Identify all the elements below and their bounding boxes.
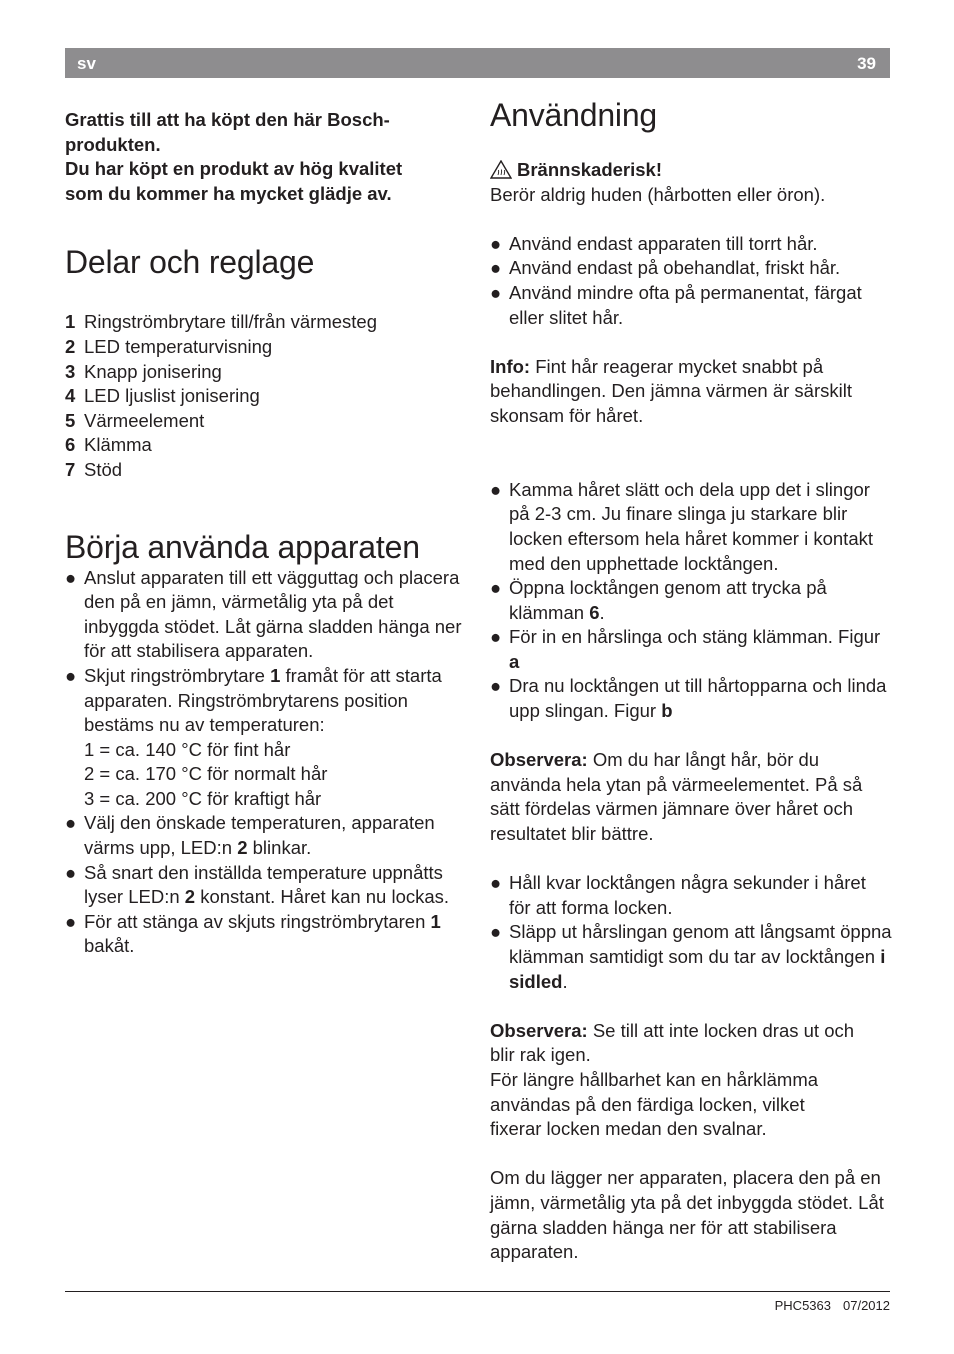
part-label: Ringströmbrytare till/från värmesteg [84, 311, 378, 333]
bullet-icon: ● [65, 812, 77, 834]
part-number: 6 [65, 434, 76, 456]
temp-setting-2: 2 = ca. 170 °C för normalt hår [84, 763, 328, 785]
part-item [65, 433, 470, 458]
part-number: 3 [65, 360, 76, 382]
part-item [65, 310, 470, 335]
part-number: 2 [65, 335, 76, 357]
bullet-icon: ● [490, 626, 502, 648]
part-label: Värmeelement [84, 409, 205, 431]
observe-paragraph-1: Observera: Om du har långt hår, bör du använda hela ytan på värmeelementet. På så sätt fördelas värmen jämnare över håret och resultatet blir bättre. [490, 749, 863, 845]
warning-title: Brännskaderisk! [517, 159, 662, 180]
finishing-steps-list [490, 871, 890, 994]
bullet-icon: ● [490, 921, 502, 943]
bullet-icon: ● [490, 675, 502, 697]
bullet-icon: ● [65, 566, 77, 588]
start-steps-list [65, 566, 470, 960]
page-number: 39 [857, 54, 876, 73]
heading-delar: Delar och reglage [65, 244, 315, 281]
part-label: LED temperaturvisning [84, 335, 273, 357]
model-number: PHC5363 [774, 1298, 831, 1313]
footer-divider [65, 1291, 890, 1292]
list-item: ● Håll kvar locktången några sekunder i håret för att forma locken. [490, 872, 866, 918]
header-bar [65, 48, 890, 78]
bullet-icon: ● [65, 910, 77, 932]
list-item: ● Dra nu locktången ut till hårtopparna och linda upp slingan. Figur b [490, 675, 887, 722]
list-item: ● Välj den önskade temperaturen, apparaten värms upp, LED:n 2 blinkar. [65, 812, 435, 859]
part-number: 7 [65, 458, 76, 480]
bullet-icon: ● [490, 577, 502, 599]
part-item [65, 335, 470, 360]
list-item: ● Släpp ut hårslingan genom att långsamt öppna klämman samtidigt som du tar av locktången i sidled. [490, 921, 892, 992]
right-column [490, 96, 890, 1265]
part-label: Knapp jonisering [84, 360, 222, 382]
warning-block [490, 158, 890, 207]
part-item [65, 409, 470, 434]
language-code: sv [77, 54, 96, 73]
part-item [65, 458, 470, 483]
list-item: ● Använd mindre ofta på permanentat, färgat eller slitet hår. [490, 281, 862, 328]
intro-line-2: Du har köpt en produkt av hög kvalitet som du kommer ha mycket glädje av. [65, 158, 403, 204]
info-paragraph: Info: Fint hår reagerar mycket snabbt på behandlingen. Den jämna värmen är särskilt skonsam för håret. [490, 355, 852, 426]
bullet-icon: ● [65, 861, 77, 883]
part-label: Stöd [84, 458, 123, 480]
list-item: ● Använd endast apparaten till torrt hår. [490, 232, 890, 257]
list-item: ● För att stänga av skjuts ringströmbrytaren 1 bakåt. [65, 910, 441, 957]
parts-list [65, 310, 470, 482]
part-label: LED ljuslist jonisering [84, 385, 260, 407]
observe-paragraph-2: Observera: Se till att inte locken dras ut och blir rak igen. [490, 1019, 855, 1066]
part-number: 4 [65, 385, 76, 407]
left-column [65, 108, 470, 959]
part-item [65, 360, 470, 385]
bullet-icon: ● [65, 664, 77, 686]
part-label: Klämma [84, 434, 152, 456]
bullet-icon: ● [490, 478, 502, 500]
part-number: 1 [65, 311, 76, 333]
list-item: ● Använd endast på obehandlat, friskt hår. [490, 256, 890, 281]
bullet-icon: ● [490, 257, 502, 279]
temp-setting-3: 3 = ca. 200 °C för kraftigt hår [84, 787, 322, 809]
list-item: ● Öppna locktången genom att trycka på klämman 6. [490, 577, 827, 623]
bullet-icon: ● [490, 872, 502, 894]
list-item: ● För in en hårslinga och stäng klämman. Figur a [490, 626, 881, 672]
storage-paragraph: Om du lägger ner apparaten, placera den på en jämn, värmetålig yta på det inbyggda stödet. Låt gärna sladden hänga ner för att stabilisera apparaten. [490, 1167, 884, 1263]
footer [775, 1298, 890, 1313]
edition-date: 07/2012 [843, 1298, 890, 1313]
temp-setting-1: 1 = ca. 140 °C för fint hår [84, 738, 291, 760]
warning-text: Berör aldrig huden (hårbotten eller öron). [490, 183, 826, 205]
intro-line-1: Grattis till att ha köpt den här Bosch-produkten. [65, 109, 390, 155]
durability-paragraph: För längre hållbarhet kan en hårklämma användas på den färdiga locken, vilket fixerar locken medan den svalnar. [490, 1068, 819, 1140]
bullet-icon: ● [490, 232, 502, 254]
list-item: ● Kamma håret slätt och dela upp det i slingor på 2-3 cm. Ju finare slinga ju starkare blir locken eftersom hela håret kommer i kontakt med den upphettade locktången. [490, 478, 873, 574]
heading-anvandning: Användning [490, 97, 658, 133]
list-item: ● Skjut ringströmbrytare 1 framåt för att starta apparaten. Ringströmbrytarens position bestäms nu av temperaturen: 1 = ca. 140 °C för fint hår 2 = ca. 170 °C för normalt hår 3 = ca. 200 °C för kraftigt hår [65, 664, 470, 812]
list-item: ● Så snart den inställda temperature uppnåtts lyser LED:n 2 konstant. Håret kan nu lockas. [65, 861, 450, 908]
part-number: 5 [65, 409, 76, 431]
usage-precautions-list [490, 232, 890, 330]
warning-triangle-icon [490, 160, 512, 179]
bullet-icon: ● [490, 281, 502, 303]
curling-steps-list [490, 478, 890, 724]
list-item: ● Anslut apparaten till ett vägguttag och placera den på en jämn, värmetålig yta på det inbyggda stödet. Låt gärna sladden hänga ner för att stabilisera apparaten. [65, 566, 462, 662]
intro [65, 108, 470, 206]
heading-borja: Börja använda apparaten [65, 528, 420, 565]
part-item [65, 384, 470, 409]
